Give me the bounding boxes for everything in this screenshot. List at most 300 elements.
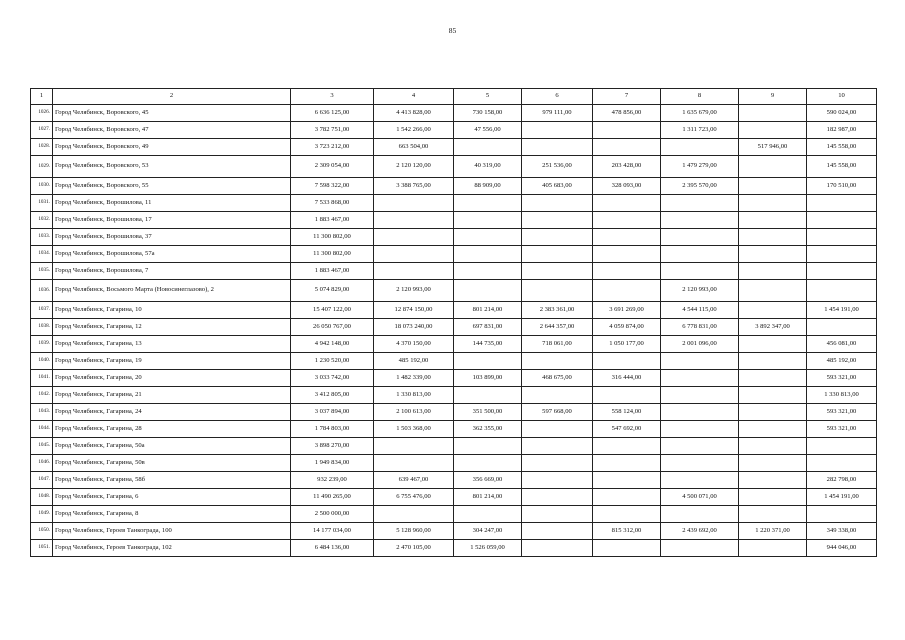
address-cell: Город Челябинск, Гагарина, 12 — [53, 319, 291, 336]
value-cell — [522, 212, 593, 229]
value-cell — [522, 353, 593, 370]
value-cell — [807, 246, 877, 263]
address-cell: Город Челябинск, Гагарина, 21 — [53, 387, 291, 404]
value-cell — [522, 506, 593, 523]
row-number: 1049. — [31, 506, 53, 523]
row-number: 1033. — [31, 229, 53, 246]
value-cell: 1 220 371,00 — [739, 523, 807, 540]
value-cell — [661, 421, 739, 438]
value-cell — [593, 263, 661, 280]
value-cell: 88 909,00 — [454, 178, 522, 195]
table-row — [31, 263, 877, 280]
value-cell: 4 500 071,00 — [661, 489, 739, 506]
value-cell: 1 949 834,00 — [291, 455, 374, 472]
value-cell: 11 490 265,00 — [291, 489, 374, 506]
value-cell — [739, 263, 807, 280]
value-cell: 2 100 613,00 — [374, 404, 454, 421]
value-cell: 15 407 122,00 — [291, 302, 374, 319]
value-cell: 485 192,00 — [807, 353, 877, 370]
value-cell: 2 120 993,00 — [661, 280, 739, 302]
value-cell: 1 479 279,00 — [661, 156, 739, 178]
value-cell — [807, 229, 877, 246]
address-cell: Город Челябинск, Восьмого Марта (Новосинеглазово), 2 — [53, 280, 291, 302]
header-cell: 6 — [522, 89, 593, 105]
value-cell: 4 059 874,00 — [593, 319, 661, 336]
row-number: 1041. — [31, 370, 53, 387]
value-cell — [739, 370, 807, 387]
row-number: 1040. — [31, 353, 53, 370]
value-cell — [661, 139, 739, 156]
value-cell: 697 831,00 — [454, 319, 522, 336]
value-cell: 593 321,00 — [807, 370, 877, 387]
value-cell — [807, 263, 877, 280]
address-cell: Город Челябинск, Ворошилова, 11 — [53, 195, 291, 212]
value-cell — [739, 229, 807, 246]
value-cell — [593, 455, 661, 472]
value-cell — [454, 455, 522, 472]
value-cell — [739, 472, 807, 489]
header-cell: 8 — [661, 89, 739, 105]
value-cell: 14 177 034,00 — [291, 523, 374, 540]
value-cell — [522, 195, 593, 212]
value-cell: 485 192,00 — [374, 353, 454, 370]
value-cell — [807, 506, 877, 523]
table-row — [31, 195, 877, 212]
value-cell: 7 533 868,00 — [291, 195, 374, 212]
row-number: 1032. — [31, 212, 53, 229]
value-cell: 590 024,00 — [807, 105, 877, 122]
value-cell — [593, 139, 661, 156]
value-cell: 4 370 150,00 — [374, 336, 454, 353]
value-cell — [661, 455, 739, 472]
value-cell: 517 946,00 — [739, 139, 807, 156]
value-cell — [593, 246, 661, 263]
value-cell — [739, 506, 807, 523]
value-cell — [661, 540, 739, 557]
table-row — [31, 212, 877, 229]
value-cell — [454, 280, 522, 302]
value-cell — [739, 212, 807, 229]
address-cell: Город Челябинск, Гагарина, 13 — [53, 336, 291, 353]
row-number: 1028. — [31, 139, 53, 156]
row-number: 1042. — [31, 387, 53, 404]
value-cell — [522, 229, 593, 246]
table-row — [31, 178, 877, 195]
value-cell: 1 454 191,00 — [807, 489, 877, 506]
value-cell: 145 558,00 — [807, 139, 877, 156]
value-cell: 801 214,00 — [454, 302, 522, 319]
value-cell — [739, 336, 807, 353]
value-cell: 547 692,00 — [593, 421, 661, 438]
value-cell: 282 798,00 — [807, 472, 877, 489]
value-cell — [454, 212, 522, 229]
value-cell — [807, 438, 877, 455]
value-cell: 3 723 212,00 — [291, 139, 374, 156]
row-number: 1031. — [31, 195, 53, 212]
value-cell — [593, 472, 661, 489]
header-cell: 7 — [593, 89, 661, 105]
value-cell: 639 467,00 — [374, 472, 454, 489]
value-cell: 6 484 136,00 — [291, 540, 374, 557]
value-cell — [807, 212, 877, 229]
value-cell — [661, 229, 739, 246]
value-cell: 40 319,00 — [454, 156, 522, 178]
value-cell — [522, 246, 593, 263]
value-cell — [522, 139, 593, 156]
value-cell: 815 312,00 — [593, 523, 661, 540]
value-cell — [661, 387, 739, 404]
value-cell — [593, 122, 661, 139]
value-cell — [454, 438, 522, 455]
value-cell — [593, 280, 661, 302]
value-cell: 144 735,00 — [454, 336, 522, 353]
value-cell — [661, 472, 739, 489]
value-cell — [522, 263, 593, 280]
value-cell: 351 500,00 — [454, 404, 522, 421]
row-number: 1051. — [31, 540, 53, 557]
row-number: 1048. — [31, 489, 53, 506]
value-cell: 593 321,00 — [807, 421, 877, 438]
value-cell — [807, 319, 877, 336]
value-cell — [661, 506, 739, 523]
row-number: 1038. — [31, 319, 53, 336]
value-cell — [739, 387, 807, 404]
value-cell — [661, 195, 739, 212]
value-cell: 3 037 894,00 — [291, 404, 374, 421]
value-cell — [739, 489, 807, 506]
row-number: 1030. — [31, 178, 53, 195]
value-cell: 3 782 751,00 — [291, 122, 374, 139]
address-cell: Город Челябинск, Воровского, 47 — [53, 122, 291, 139]
address-cell: Город Челябинск, Гагарина, 20 — [53, 370, 291, 387]
value-cell — [374, 195, 454, 212]
value-cell — [374, 263, 454, 280]
value-cell — [807, 280, 877, 302]
value-cell — [739, 455, 807, 472]
value-cell: 6 755 476,00 — [374, 489, 454, 506]
value-cell: 47 556,00 — [454, 122, 522, 139]
table-row — [31, 122, 877, 139]
value-cell — [593, 438, 661, 455]
value-cell — [739, 302, 807, 319]
value-cell: 1 454 191,00 — [807, 302, 877, 319]
value-cell — [454, 506, 522, 523]
value-cell — [593, 540, 661, 557]
value-cell: 478 856,00 — [593, 105, 661, 122]
address-cell: Город Челябинск, Гагарина, 24 — [53, 404, 291, 421]
table-row — [31, 353, 877, 370]
value-cell — [739, 122, 807, 139]
value-cell — [661, 438, 739, 455]
table-row — [31, 319, 877, 336]
value-cell: 26 050 767,00 — [291, 319, 374, 336]
row-number: 1029. — [31, 156, 53, 178]
value-cell: 11 300 802,00 — [291, 246, 374, 263]
table-row — [31, 139, 877, 156]
value-cell — [593, 195, 661, 212]
value-cell — [522, 280, 593, 302]
value-cell: 1 526 059,00 — [454, 540, 522, 557]
header-cell: 3 — [291, 89, 374, 105]
value-cell — [739, 421, 807, 438]
value-cell: 730 158,00 — [454, 105, 522, 122]
value-cell — [593, 387, 661, 404]
value-cell: 4 942 148,00 — [291, 336, 374, 353]
value-cell: 1 330 813,00 — [374, 387, 454, 404]
value-cell — [454, 139, 522, 156]
value-cell: 3 388 765,00 — [374, 178, 454, 195]
value-cell: 597 668,00 — [522, 404, 593, 421]
value-cell: 944 046,00 — [807, 540, 877, 557]
value-cell: 1 503 368,00 — [374, 421, 454, 438]
value-cell: 1 330 813,00 — [807, 387, 877, 404]
value-cell — [661, 404, 739, 421]
value-cell: 203 428,00 — [593, 156, 661, 178]
table-row — [31, 156, 877, 178]
value-cell: 349 338,00 — [807, 523, 877, 540]
row-number: 1037. — [31, 302, 53, 319]
address-cell: Город Челябинск, Гагарина, 50в — [53, 455, 291, 472]
value-cell: 456 081,00 — [807, 336, 877, 353]
value-cell — [739, 156, 807, 178]
address-cell: Город Челябинск, Гагарина, 8 — [53, 506, 291, 523]
table-row — [31, 246, 877, 263]
value-cell — [374, 506, 454, 523]
table-row — [31, 489, 877, 506]
value-cell — [454, 246, 522, 263]
table-row — [31, 421, 877, 438]
value-cell — [454, 195, 522, 212]
header-cell: 1 — [31, 89, 53, 105]
table-row — [31, 387, 877, 404]
address-cell: Город Челябинск, Героев Танкограда, 102 — [53, 540, 291, 557]
value-cell — [739, 178, 807, 195]
row-number: 1027. — [31, 122, 53, 139]
table-row — [31, 404, 877, 421]
value-cell: 1 635 679,00 — [661, 105, 739, 122]
value-cell — [454, 229, 522, 246]
value-cell: 11 300 802,00 — [291, 229, 374, 246]
value-cell — [522, 540, 593, 557]
value-cell: 5 074 829,00 — [291, 280, 374, 302]
header-cell: 5 — [454, 89, 522, 105]
row-number: 1034. — [31, 246, 53, 263]
value-cell — [739, 280, 807, 302]
address-cell: Город Челябинск, Гагарина, 28 — [53, 421, 291, 438]
address-cell: Город Челябинск, Воровского, 49 — [53, 139, 291, 156]
table-body — [31, 105, 877, 557]
value-cell: 718 061,00 — [522, 336, 593, 353]
value-cell: 4 544 115,00 — [661, 302, 739, 319]
value-cell — [374, 229, 454, 246]
value-cell — [661, 246, 739, 263]
value-cell — [739, 105, 807, 122]
value-cell — [374, 246, 454, 263]
header-cell: 2 — [53, 89, 291, 105]
value-cell: 2 500 000,00 — [291, 506, 374, 523]
page-number: 85 — [448, 26, 457, 35]
header-cell: 4 — [374, 89, 454, 105]
value-cell: 663 504,00 — [374, 139, 454, 156]
value-cell: 932 239,00 — [291, 472, 374, 489]
value-cell — [661, 353, 739, 370]
address-cell: Город Челябинск, Гагарина, 58б — [53, 472, 291, 489]
value-cell — [593, 229, 661, 246]
value-cell: 1 482 339,00 — [374, 370, 454, 387]
value-cell — [454, 353, 522, 370]
value-cell: 7 598 322,00 — [291, 178, 374, 195]
value-cell — [522, 472, 593, 489]
row-number: 1045. — [31, 438, 53, 455]
value-cell — [739, 353, 807, 370]
value-cell: 251 536,00 — [522, 156, 593, 178]
value-cell: 356 669,00 — [454, 472, 522, 489]
value-cell: 2 470 105,00 — [374, 540, 454, 557]
table-row — [31, 438, 877, 455]
value-cell: 979 111,00 — [522, 105, 593, 122]
value-cell: 1 883 467,00 — [291, 263, 374, 280]
value-cell — [807, 195, 877, 212]
header-cell: 10 — [807, 89, 877, 105]
value-cell: 593 321,00 — [807, 404, 877, 421]
value-cell — [593, 506, 661, 523]
value-cell — [454, 263, 522, 280]
address-cell: Город Челябинск, Ворошилова, 7 — [53, 263, 291, 280]
header-row — [31, 89, 877, 105]
value-cell — [522, 489, 593, 506]
value-cell: 2 120 993,00 — [374, 280, 454, 302]
value-cell: 1 050 177,00 — [593, 336, 661, 353]
value-cell — [593, 212, 661, 229]
row-number: 1047. — [31, 472, 53, 489]
table-row — [31, 229, 877, 246]
value-cell — [661, 263, 739, 280]
value-cell — [374, 455, 454, 472]
value-cell — [739, 540, 807, 557]
value-cell: 558 124,00 — [593, 404, 661, 421]
value-cell: 2 439 692,00 — [661, 523, 739, 540]
value-cell: 328 093,00 — [593, 178, 661, 195]
address-cell: Город Челябинск, Воровского, 45 — [53, 105, 291, 122]
value-cell: 3 033 742,00 — [291, 370, 374, 387]
table-row — [31, 523, 877, 540]
value-cell: 5 128 960,00 — [374, 523, 454, 540]
table-row — [31, 540, 877, 557]
address-cell: Город Челябинск, Героев Танкограда, 100 — [53, 523, 291, 540]
value-cell: 6 778 831,00 — [661, 319, 739, 336]
row-number: 1043. — [31, 404, 53, 421]
value-cell — [522, 421, 593, 438]
table-row — [31, 370, 877, 387]
value-cell: 468 675,00 — [522, 370, 593, 387]
row-number: 1046. — [31, 455, 53, 472]
value-cell — [522, 122, 593, 139]
value-cell — [593, 353, 661, 370]
value-cell: 145 558,00 — [807, 156, 877, 178]
table-row — [31, 105, 877, 122]
value-cell — [739, 195, 807, 212]
value-cell: 3 691 269,00 — [593, 302, 661, 319]
value-cell — [374, 212, 454, 229]
value-cell: 2 644 357,00 — [522, 319, 593, 336]
table-row — [31, 472, 877, 489]
address-cell: Город Челябинск, Ворошилова, 57а — [53, 246, 291, 263]
value-cell: 4 413 828,00 — [374, 105, 454, 122]
value-cell — [739, 438, 807, 455]
row-number: 1044. — [31, 421, 53, 438]
value-cell — [661, 370, 739, 387]
address-cell: Город Челябинск, Воровского, 53 — [53, 156, 291, 178]
value-cell: 405 683,00 — [522, 178, 593, 195]
address-cell: Город Челябинск, Гагарина, 6 — [53, 489, 291, 506]
value-cell: 1 883 467,00 — [291, 212, 374, 229]
value-cell: 1 784 803,00 — [291, 421, 374, 438]
value-cell: 182 987,00 — [807, 122, 877, 139]
value-cell: 316 444,00 — [593, 370, 661, 387]
table-row — [31, 506, 877, 523]
value-cell — [522, 455, 593, 472]
value-cell — [522, 387, 593, 404]
value-cell — [454, 387, 522, 404]
address-cell: Город Челябинск, Воровского, 55 — [53, 178, 291, 195]
value-cell: 1 230 520,00 — [291, 353, 374, 370]
address-cell: Город Челябинск, Ворошилова, 17 — [53, 212, 291, 229]
value-cell: 2 309 054,00 — [291, 156, 374, 178]
value-cell — [661, 212, 739, 229]
value-cell — [522, 523, 593, 540]
value-cell: 2 001 096,00 — [661, 336, 739, 353]
value-cell: 2 383 361,00 — [522, 302, 593, 319]
value-cell — [807, 455, 877, 472]
value-cell: 1 542 266,00 — [374, 122, 454, 139]
value-cell: 103 899,00 — [454, 370, 522, 387]
value-cell: 6 636 125,00 — [291, 105, 374, 122]
value-cell: 170 510,00 — [807, 178, 877, 195]
data-table — [30, 88, 877, 557]
value-cell: 304 247,00 — [454, 523, 522, 540]
value-cell: 18 073 240,00 — [374, 319, 454, 336]
table-row — [31, 302, 877, 319]
table-row — [31, 280, 877, 302]
row-number: 1039. — [31, 336, 53, 353]
value-cell: 3 898 270,00 — [291, 438, 374, 455]
table-row — [31, 455, 877, 472]
value-cell: 1 311 723,00 — [661, 122, 739, 139]
address-cell: Город Челябинск, Гагарина, 10 — [53, 302, 291, 319]
value-cell — [374, 438, 454, 455]
table-row — [31, 336, 877, 353]
value-cell — [522, 438, 593, 455]
value-cell: 12 874 150,00 — [374, 302, 454, 319]
row-number: 1026. — [31, 105, 53, 122]
address-cell: Город Челябинск, Гагарина, 50а — [53, 438, 291, 455]
value-cell: 362 355,00 — [454, 421, 522, 438]
value-cell — [593, 489, 661, 506]
row-number: 1050. — [31, 523, 53, 540]
row-number: 1036. — [31, 280, 53, 302]
value-cell: 3 412 805,00 — [291, 387, 374, 404]
address-cell: Город Челябинск, Гагарина, 19 — [53, 353, 291, 370]
value-cell — [739, 246, 807, 263]
value-cell — [739, 404, 807, 421]
header-cell: 9 — [739, 89, 807, 105]
value-cell: 3 892 347,00 — [739, 319, 807, 336]
value-cell: 2 395 570,00 — [661, 178, 739, 195]
value-cell: 801 214,00 — [454, 489, 522, 506]
address-cell: Город Челябинск, Ворошилова, 37 — [53, 229, 291, 246]
row-number: 1035. — [31, 263, 53, 280]
value-cell: 2 120 120,00 — [374, 156, 454, 178]
